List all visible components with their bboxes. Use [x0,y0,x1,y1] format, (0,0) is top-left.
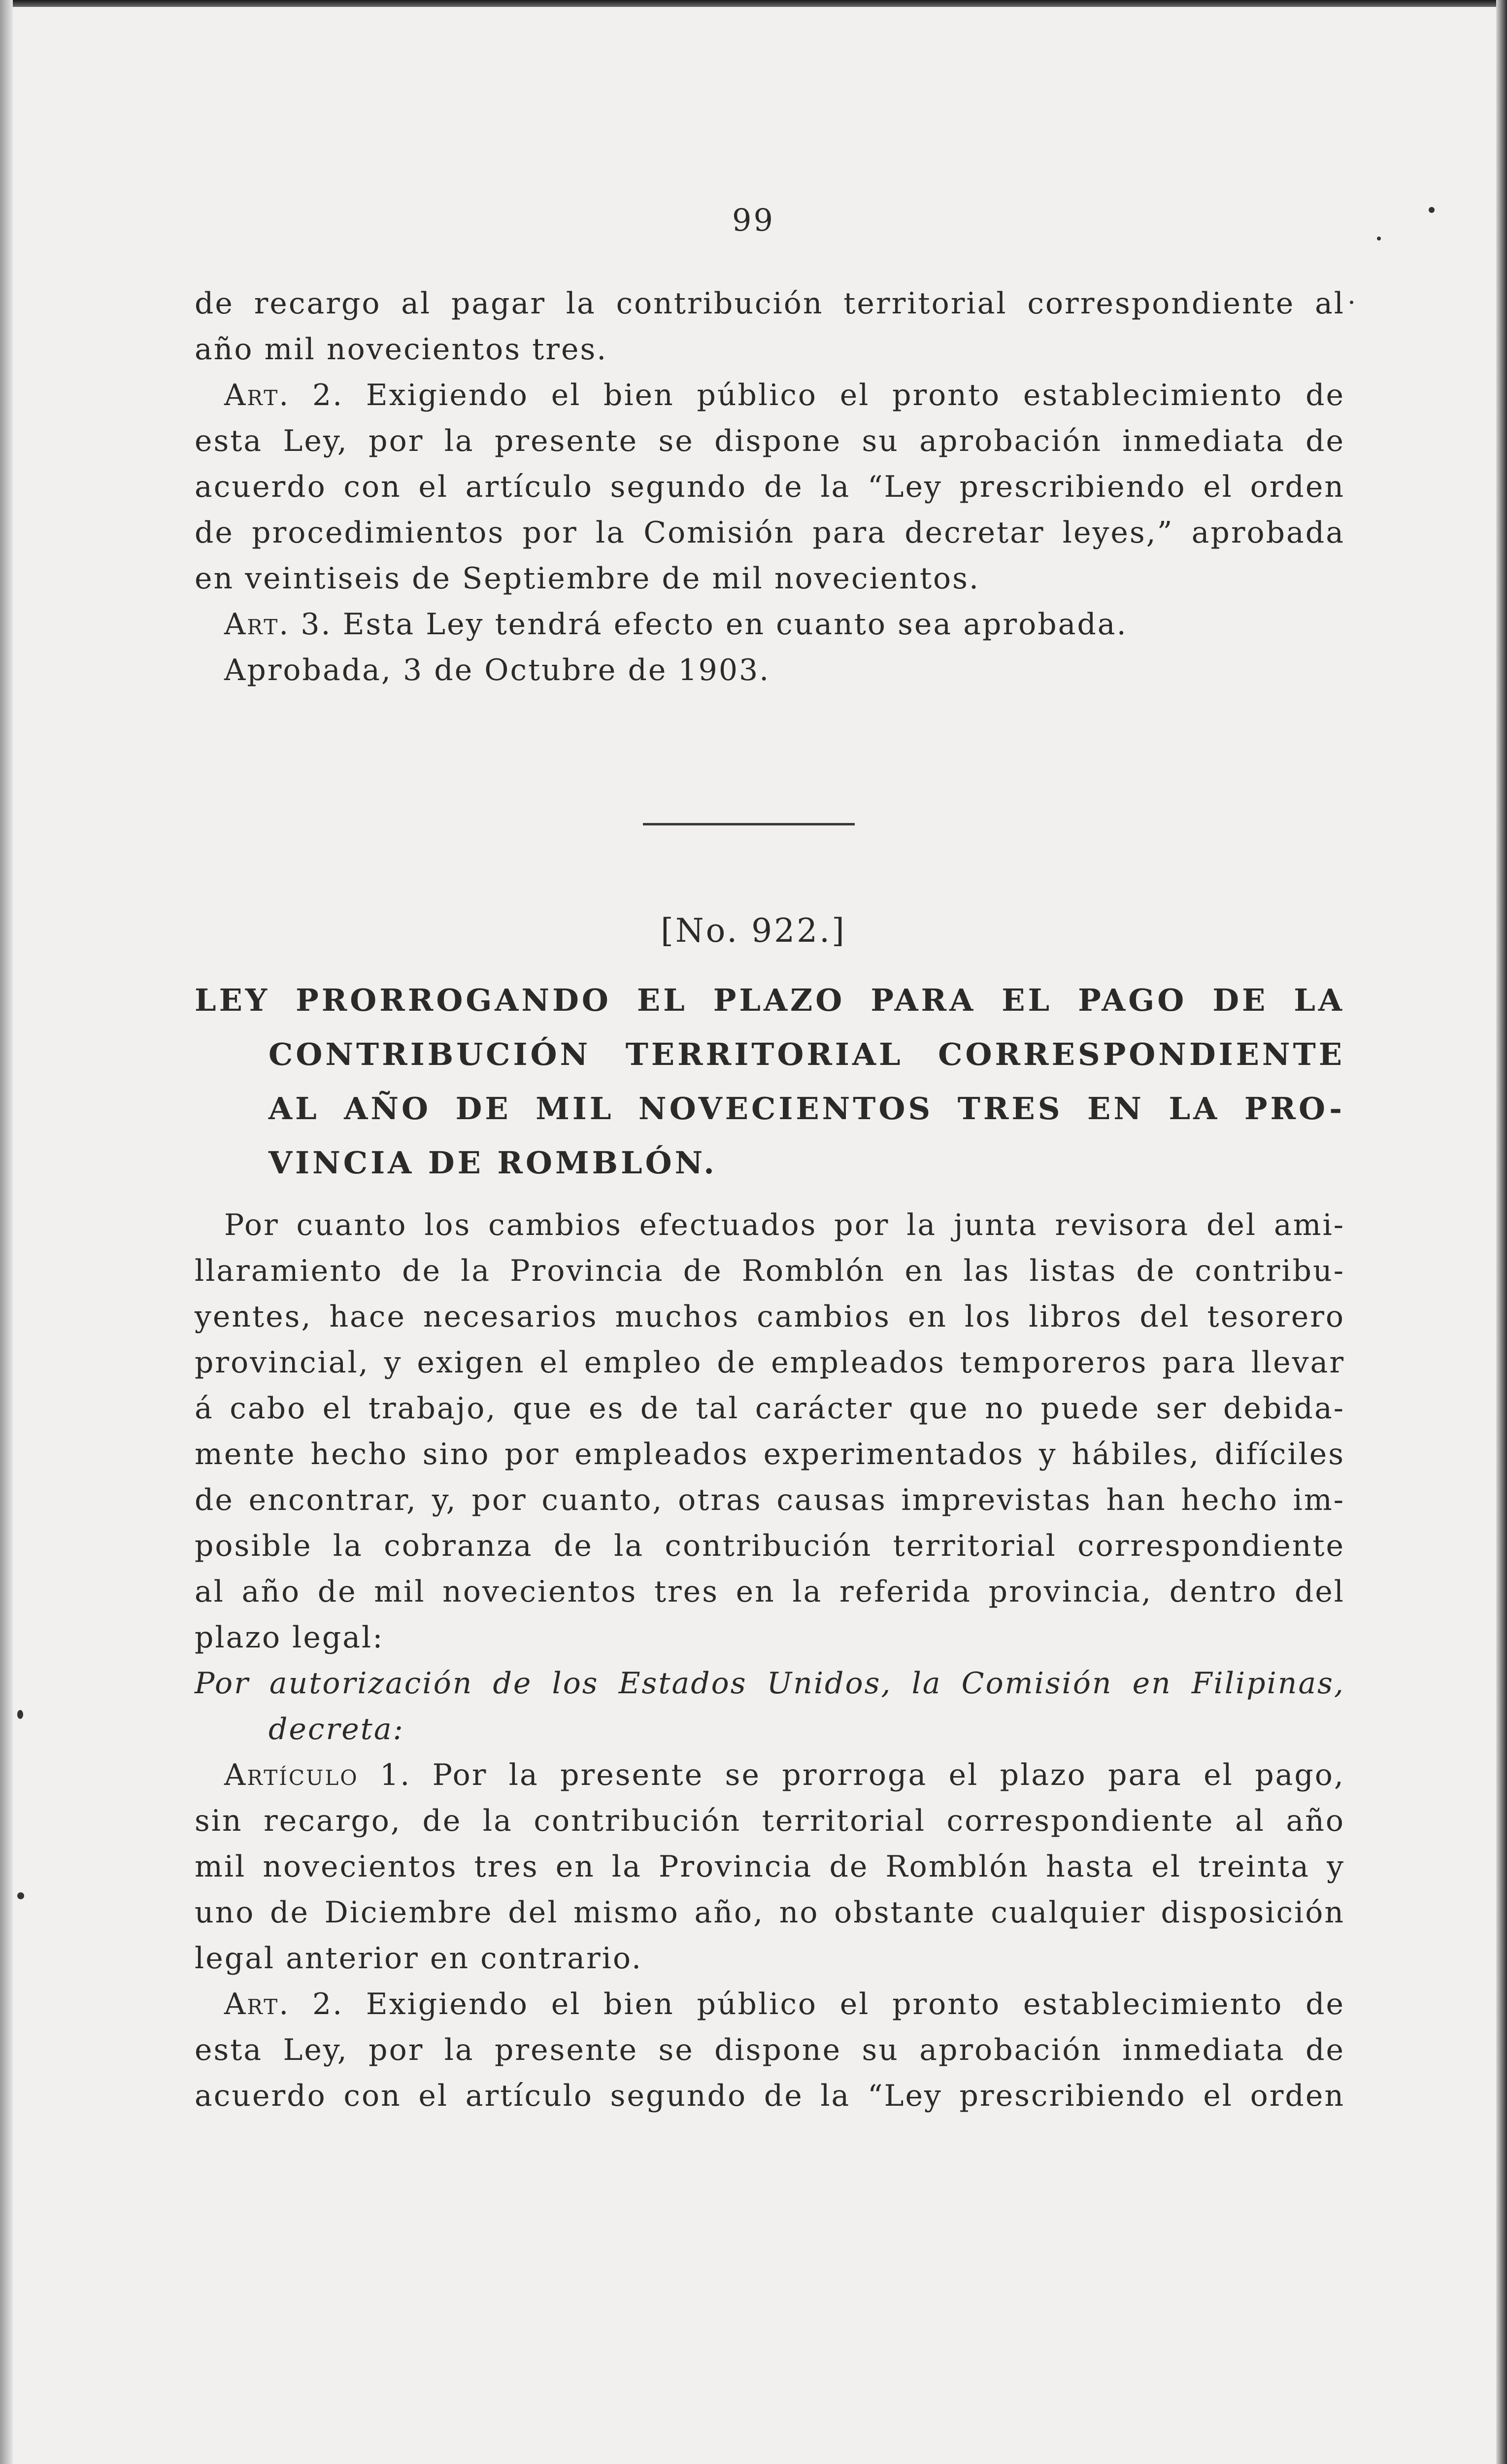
preamble-line: á cabo el trabajo, que es de tal carácter que no puede ser debida- [195,1391,1345,1426]
article-2-line: acuerdo con el artículo segundo de la “Ley prescribiendo el orden [195,470,1345,504]
law-title-line: LEY PRORROGANDO EL PLAZO PARA EL PAGO DE LA [195,982,1345,1018]
article-2-label: Art. [224,378,290,412]
article-1-line: legal anterior en contrario. [195,1941,643,1976]
article-2-text: 2. Exigiendo el bien público el pronto establecimiento de [290,1987,1345,2021]
preamble-line: yentes, hace necesarios muchos cambios en los libros del tesorero [195,1300,1345,1334]
article-2-text: 2. Exigiendo el bien público el pronto establecimiento de [290,378,1345,412]
section-divider [643,823,855,825]
article-1-line: mil novecientos tres en la Provincia de Romblón hasta el treinta y [195,1849,1345,1884]
continuation-section [195,281,1345,693]
law-title-line: AL AÑO DE MIL NOVECIENTOS TRES EN LA PRO- [268,1091,1345,1127]
scan-speck [17,1892,24,1899]
continuation-line: año mil novecientos tres. [195,332,608,367]
article-2-line: acuerdo con el artículo segundo de la “Ley prescribiendo el orden [195,2079,1345,2113]
preamble-line: de encontrar, y, por cuanto, otras causas imprevistas han hecho im- [195,1483,1345,1517]
preamble-line: llaramiento de la Provincia de Romblón en las listas de contribu- [195,1254,1345,1288]
law-title-line: VINCIA DE ROMBLÓN. [268,1145,717,1181]
law-title [195,973,1345,1190]
preamble-line: provincial, y exigen el empleo de empleados temporeros para llevar [195,1345,1345,1380]
preamble-line: mente hecho sino por empleados experimentados y hábiles, difíciles [195,1437,1345,1472]
article-1-first-line [195,1752,1345,1798]
preamble-line: Por cuanto los cambios efectuados por la junta revisora del ami- [224,1208,1345,1242]
preamble-line: posible la cobranza de la contribución territorial correspondiente [195,1529,1345,1563]
preamble-line: al año de mil novecientos tres en la referida provincia, dentro del [195,1574,1345,1609]
law-body [195,1202,1345,2119]
approval-date: Aprobada, 3 de Octubre de 1903. [224,653,770,687]
article-2-first-line [195,373,1345,418]
article-1-line: sin recargo, de la contribución territorial correspondiente al año [195,1804,1345,1838]
article-2-line: esta Ley, por la presente se dispone su aprobación inmediata de [195,424,1345,458]
article-3-line [195,602,1345,648]
article-1-line: uno de Diciembre del mismo año, no obstante cualquier disposición [195,1895,1345,1930]
enacting-clause-line: decreta: [268,1712,404,1746]
article-2-first-line [195,1982,1345,2027]
scan-right-edge [1496,0,1507,2464]
article-1-text: 1. Por la presente se prorroga el plazo para el pago, [358,1758,1345,1792]
enacting-clause-line: Por autorización de los Estados Unidos, la Comisión en Filipinas, [195,1666,1345,1701]
law-number: [No. 922.] [661,912,846,950]
scan-speck [1350,301,1353,304]
scan-speck [17,1710,23,1719]
article-2-label: Art. [224,1987,290,2021]
article-2-line: en veintiseis de Septiembre de mil novecientos. [195,561,980,596]
article-3-label: Art. [224,607,290,642]
article-2-line: esta Ley, por la presente se dispone su aprobación inmediata de [195,2033,1345,2067]
continuation-line: de recargo al pagar la contribución territorial correspondiente al [195,286,1345,321]
article-3-text: 3. Esta Ley tendrá efecto en cuanto sea aprobada. [290,607,1128,642]
page-number: 99 [732,202,775,238]
scan-top-edge [0,0,1507,7]
law-title-line: CONTRIBUCIÓN TERRITORIAL CORRESPONDIENTE [268,1036,1345,1072]
scan-left-edge [0,0,13,2464]
preamble-line: plazo legal: [195,1620,384,1655]
article-1-label: Artículo [224,1758,359,1792]
article-2-line: de procedimientos por la Comisión para decretar leyes,” aprobada [195,515,1345,550]
